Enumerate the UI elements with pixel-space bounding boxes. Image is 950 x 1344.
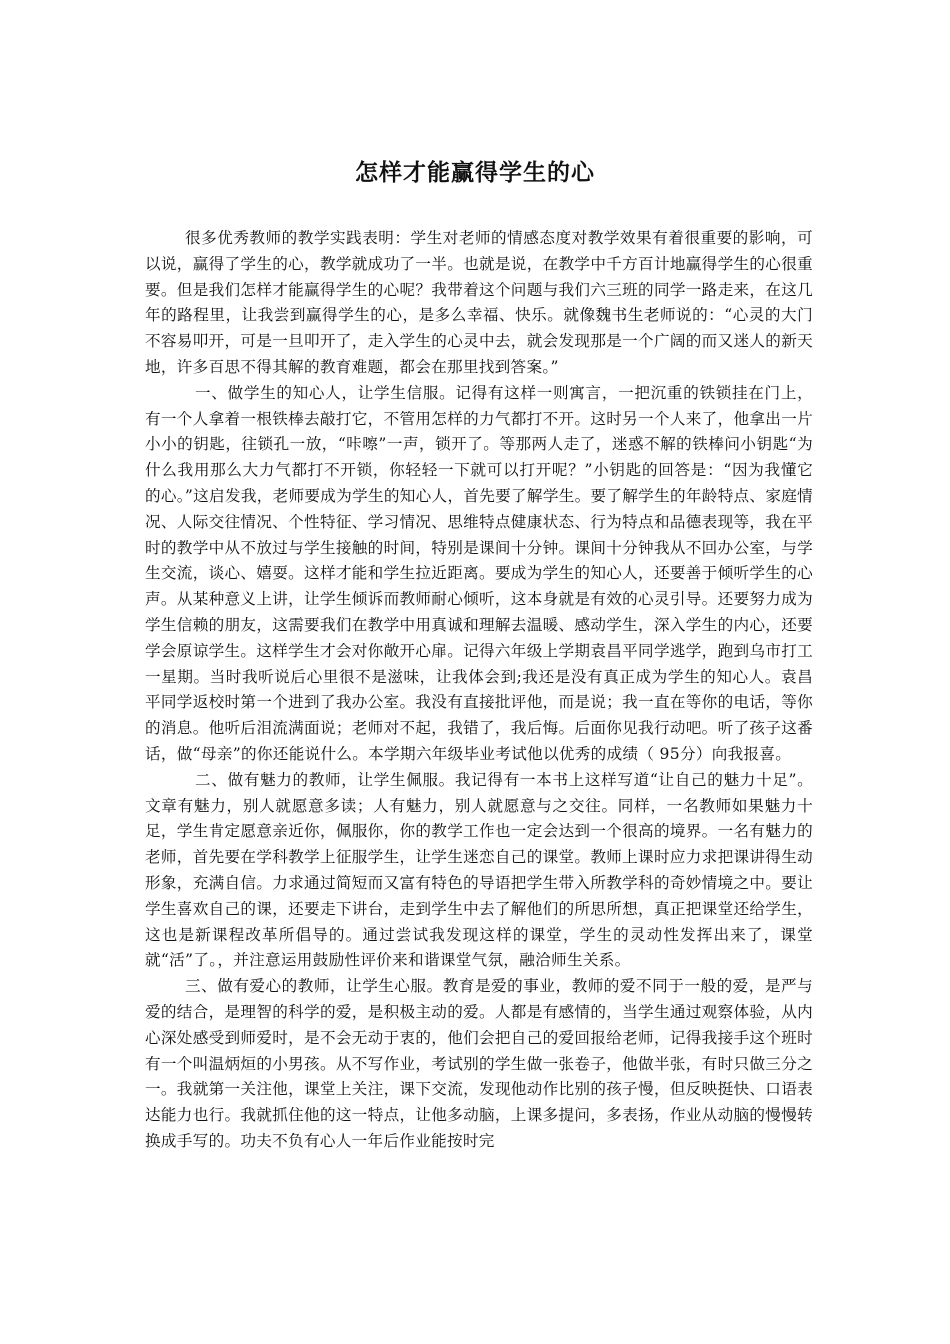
document-body xyxy=(145,226,813,1155)
document-title: 怎样才能赢得学生的心 xyxy=(355,160,595,186)
paragraph-section-one: 一、做学生的知心人，让学生信服。记得有这样一则寓言，一把沉重的铁锁挂在门上，有一个人拿着一根铁棒去敲打它，不管用怎样的力气都打不开。这时另一个人来了，他拿出一片小小的钥匙，往锁孔一放，“咔嚓”一声，锁开了。等那两人走了，迷惑不解的铁棒问小钥匙“为什么我用那么大力气都打不开锁，你轻轻一下就可以打开呢？”小钥匙的回答是：“因为我懂它的心。”这启发我，老师要成为学生的知心人，首先要了解学生。要了解学生的年龄特点、家庭情况、人际交往情况、个性特征、学习情况、思维特点健康状态、行为特点和品德表现等，我在平时的教学中从不放过与学生接触的时间，特别是课间十分钟。课间十分钟我从不回办公室，与学生交流，谈心、嬉耍。这样才能和学生拉近距离。要成为学生的知心人，还要善于倾听学生的心声。从某种意义上讲，让学生倾诉而教师耐心倾听，这本身就是有效的心灵引导。还要努力成为学生信赖的朋友，这需要我们在教学中用真诚和理解去温暖、感动学生，深入学生的内心，还要学会原谅学生。这样学生才会对你敞开心扉。记得六年级上学期袁昌平同学逃学，跑到乌市打工一星期。当时我听说后心里很不是滋味，让我体会到;我还是没有真正成为学生的知心人。袁昌平同学返校时第一个进到了我办公室。我没有直接批评他，而是说；我一直在等你的电话，等你的消息。他听后泪流满面说；老师对不起，我错了，我后悔。后面你见我行动吧。听了孩子这番话，做“母亲”的你还能说什么。本学期六年级毕业考试他以优秀的成绩（ 95分）向我报喜。 xyxy=(145,383,814,763)
paragraph-section-three: 三、做有爱心的教师，让学生心服。教育是爱的事业，教师的爱不同于一般的爱，是严与爱的结合，是理智的科学的爱，是积极主动的爱。人都是有感情的，当学生通过观察体验，从内心深处感受到师爱时，是不会无动于衷的，他们会把自己的爱回报给老师，记得我接手这个班时有一个叫温炳烜的小男孩。从不写作业，考试别的学生做一张卷子，他做半张，有时只做三分之一。我就第一关注他，课堂上关注，课下交流，发现他动作比别的孩子慢，但反映挺快、口语表达能力也行。我就抓住他的这一特点，让他多动脑，上课多提问，多表扬，作业从动脑的慢慢转换成手写的。功夫不负有心人一年后作业能按时完 xyxy=(145,977,813,1150)
paragraph-intro: 很多优秀教师的教学实践表明：学生对老师的情感态度对教学效果有着很重要的影响，可以说，赢得了学生的心，教学就成功了一半。也就是说，在教学中千方百计地赢得学生的心很重要。但是我们怎样才能赢得学生的心呢？我带着这个问题与我们六三班的同学一路走来，在这几年的路程里，让我尝到赢得学生的心，是多么幸福、快乐。就像魏书生老师说的：“心灵的大门不容易叩开，可是一旦叩开了，走入学生的心灵中去，就会发现那是一个广阔的而又迷人的新天地，许多百思不得其解的教育难题，都会在那里找到答案。” xyxy=(145,229,813,376)
paragraph-section-two: 二、做有魅力的教师，让学生佩服。我记得有一本书上这样写道“让自己的魅力十足”。文章有魅力，别人就愿意多读；人有魅力，别人就愿意与之交往。同样，一名教师如果魅力十足，学生肯定愿意亲近你，佩服你，你的教学工作也一定会达到一个很高的境界。一名有魅力的老师，首先要在学科教学上征服学生，让学生迷恋自己的课堂。教师上课时应力求把课讲得生动形象，充满自信。力求通过简短而又富有特色的导语把学生带入所教学科的奇妙情境之中。要让学生喜欢自己的课，还要走下讲台，走到学生中去了解他们的所思所想，真正把课堂还给学生，这也是新课程改革所倡导的。通过尝试我发现这样的课堂，学生的灵动性发挥出来了，课堂就“活”了。，并注意运用鼓励性评价来和谐课堂气氛，融洽师生关系。 xyxy=(145,770,813,970)
